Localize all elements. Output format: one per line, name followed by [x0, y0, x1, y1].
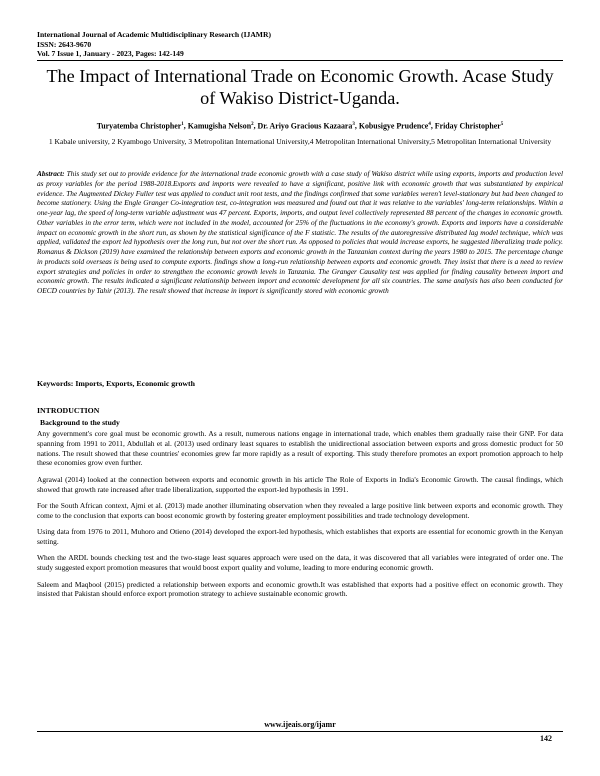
author-list: Turyatemba Christopher$^1$, Kamugisha Nelson$^2$, Dr. Ariyo Gracious Kazaara$^3$, Kobusigye Prudence$^4$, Friday Christopher$^5$	[96, 121, 504, 131]
paragraph: Using data from 1976 to 2011, Muhoro and Otieno (2014) developed the export-led hypothesis, which establishes that exports are essential for economic growth in the Kenyan setting.	[37, 527, 563, 546]
abstract	[37, 169, 563, 296]
author-sup: 2	[251, 122, 254, 127]
author-sup: 4	[428, 122, 431, 127]
journal-name: International Journal of Academic Multidisciplinary Research (IJAMR)	[37, 30, 271, 39]
paper-title: The Impact of International Trade on Economic Growth. Acase Study of Wakiso District-Uganda.	[46, 66, 554, 108]
journal-header	[37, 30, 271, 59]
section-heading: INTRODUCTION	[37, 406, 100, 415]
paragraph: Agrawal (2014) looked at the connection between exports and economic growth in his article The Role of Exports in India's Economic Growth. The causal findings, which showed that growth rate increased after trade liberalization, supported the export-led hypothesis in 1991.	[37, 474, 563, 494]
header-divider	[37, 60, 563, 61]
abstract-text: This study set out to provide evidence for the international trade economic growth with a case study of Wakiso district while using exports, imports and production level as proxy variables for the period 1988-2018.Exports and imports were revealed to have a significant, positive link with economic growth that was substantiated by empirical evidence. The Augmented Dickey Fuller test was applied to conduct unit root tests, and the findings confirmed that some variables weren't level-stationary but had been changed to become stationery. Using the Engle Granger Co-integration test, co-integration was measured and found out that it was relative to the variables' long-term relationships. Within a one-year lag, the speed of long-term variable adjustment was 47 percent. Exports, imports, and output level collectively represented 88 percent of the changes in economic growth. Other variables in the error term, which were not included in the model, accounted for 25% of the fluctuations in the economy's growth. Exports and imports have a considerable impact on economic growth in the short run, as shown by the statistical significance of the F statistic. The results of the autoregressive distributed lag model technique, which was applied, validated the export led hypothesis over the long run, but not over the short run. As opposed to policies that would increase exports, he suggested liberalizing trade policy. Romanus & Dickson (2019) have examined the relationship between exports and economic growth in the Tanzanian context during the years 1980 to 2015. The percentage change in products sold overseas is being used to compute exports. findings show a long-run relationship between exports and economic growth. They insist that there is a need to review export strategies and policies in order to strengthen the economic growth levels in Tanzania. The Granger Causality test was applied for finding causality between import and economic growth. The results indicated a significant relationship between import and economic development for all six countries. The same analysis has also been conducted for OECD countries by Tahir (2013). The result showed that increase in import is significantly stored with economic growth	[37, 169, 564, 295]
author-name: Friday Christopher	[434, 121, 501, 131]
author-name: Dr. Ariyo Gracious Kazaara	[257, 121, 353, 131]
paragraph: Any government's core goal must be economic growth. As a result, numerous nations engage in international trade, which enables them gradually raise their GNP. For data spanning from 1991 to 2011, Abdullah et al. (2013) used ordinary least squares to establish the unidirectional association between exports and gross domestic product for 50 nations. The result showed that these countries' economies grew far more rapidly as a result of exporting. This study therefore promotes an export promotion approach to help these economies grow even further.	[37, 429, 563, 468]
abstract-label: Abstract:	[37, 169, 65, 178]
author-name: Kamugisha Nelson	[187, 121, 252, 131]
subsection-heading: Background to the study	[40, 418, 120, 427]
journal-issn: ISSN: 2643-9670	[37, 39, 92, 49]
author-sup: 1	[181, 122, 184, 127]
paragraph: For the South African context, Ajmi et al. (2013) made another illuminating observation when they revealed a large positive link between exports and economic growth. They come to the conclusion that exports can boost economic growth by fostering greater employment possibilities and trade technology development.	[37, 500, 563, 520]
body-text	[37, 429, 563, 606]
author-name: Turyatemba Christopher	[96, 121, 182, 131]
footer-url: www.ijeais.org/ijamr	[264, 720, 336, 729]
author-sup: 3	[352, 122, 355, 127]
paragraph: Saleem and Maqbool (2015) predicted a relationship between exports and economic growth.It was established that exports had a positive effect on economic growth. They insisted that Pakistan should enforce export promotion strategy to achieve sustainable economic growth.	[37, 579, 563, 599]
keywords: Keywords: Imports, Exports, Economic growth	[37, 379, 195, 388]
author-name: Kobusigye Prudence	[358, 121, 429, 131]
affiliations: 1 Kabale university, 2 Kyambogo University, 3 Metropolitan International University,4 Metropolitan International University,5 Metropolitan International University	[48, 137, 552, 146]
footer-divider	[37, 731, 563, 732]
paragraph: When the ARDL bounds checking test and the two-stage least squares approach were used on the data, it was discovered that all variables were integrated of order one. The study suggested export promotion measures that would boost export quality and volume, leading to more enduring economic growth.	[37, 553, 563, 573]
page-number: 142	[540, 734, 552, 743]
author-sup: 5	[500, 122, 504, 127]
journal-volume: Vol. 7 Issue 1, January - 2023, Pages: 142-149	[37, 49, 184, 59]
